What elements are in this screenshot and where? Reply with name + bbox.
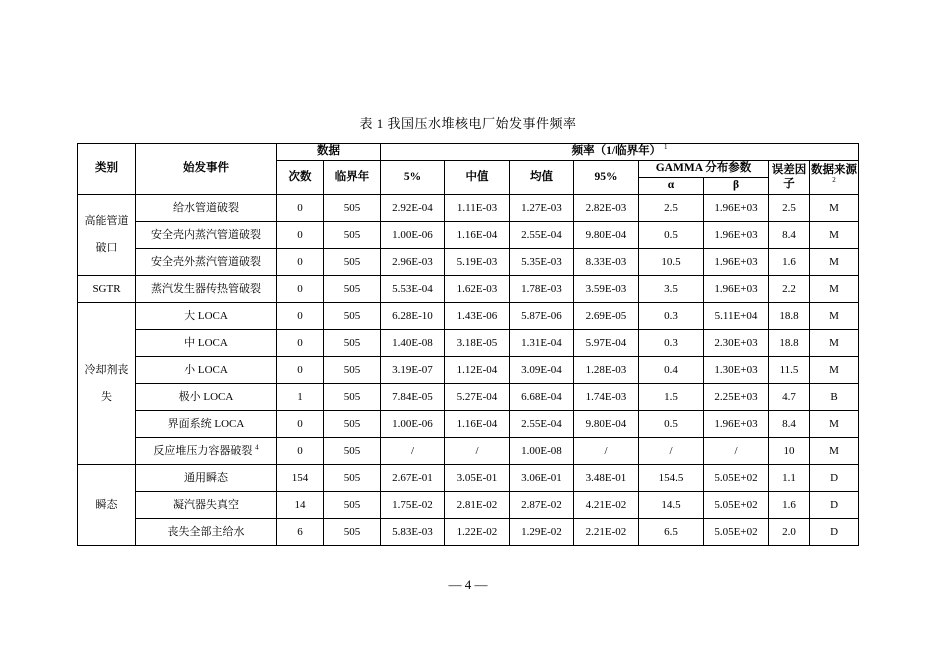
count-cell: 6 — [277, 519, 324, 546]
table-row — [78, 249, 859, 276]
alpha-cell: 1.5 — [639, 384, 704, 411]
event-cell — [136, 384, 277, 411]
count-cell: 0 — [277, 411, 324, 438]
header-frequency-note: 1 — [663, 143, 668, 152]
critical-years-cell: 505 — [324, 222, 381, 249]
event-label: 凝汽器失真空 — [173, 498, 239, 511]
alpha-cell: 0.5 — [639, 411, 704, 438]
beta-cell: 1.96E+03 — [704, 249, 769, 276]
error-factor-cell: 11.5 — [769, 357, 810, 384]
median-cell: 1.62E-03 — [445, 276, 510, 303]
mean-cell: 5.87E-06 — [510, 303, 574, 330]
event-label: 安全壳内蒸汽管道破裂 — [151, 228, 261, 241]
error-factor-cell: 18.8 — [769, 330, 810, 357]
alpha-cell: 10.5 — [639, 249, 704, 276]
source-cell: M — [810, 411, 859, 438]
p95-cell: 3.48E-01 — [574, 465, 639, 492]
alpha-cell: 6.5 — [639, 519, 704, 546]
table-body — [78, 195, 859, 546]
source-cell: M — [810, 303, 859, 330]
p95-cell: 1.74E-03 — [574, 384, 639, 411]
header-data: 数据 — [277, 144, 381, 161]
header-frequency — [381, 144, 859, 161]
event-label: 小 LOCA — [184, 363, 228, 376]
count-cell: 14 — [277, 492, 324, 519]
median-cell: 3.05E-01 — [445, 465, 510, 492]
table-row — [78, 492, 859, 519]
alpha-cell: 2.5 — [639, 195, 704, 222]
count-cell: 0 — [277, 357, 324, 384]
header-critical-years: 临界年 — [324, 161, 381, 195]
source-cell: M — [810, 357, 859, 384]
category-cell: 高能管道破口 — [78, 195, 136, 276]
alpha-cell: 14.5 — [639, 492, 704, 519]
source-cell: M — [810, 222, 859, 249]
p95-cell: 9.80E-04 — [574, 222, 639, 249]
count-cell: 0 — [277, 303, 324, 330]
event-label: 通用瞬态 — [184, 471, 228, 484]
p5-cell: 3.19E-07 — [381, 357, 445, 384]
mean-cell: 2.55E-04 — [510, 411, 574, 438]
p95-cell: 4.21E-02 — [574, 492, 639, 519]
header-source — [810, 161, 859, 195]
header-source-note: 2 — [832, 175, 836, 184]
alpha-cell: 0.3 — [639, 330, 704, 357]
beta-cell: 5.05E+02 — [704, 519, 769, 546]
critical-years-cell: 505 — [324, 384, 381, 411]
source-cell: M — [810, 438, 859, 465]
median-cell: 1.12E-04 — [445, 357, 510, 384]
event-label: 中 LOCA — [184, 336, 228, 349]
mean-cell: 1.31E-04 — [510, 330, 574, 357]
p5-cell: 2.67E-01 — [381, 465, 445, 492]
table-row — [78, 384, 859, 411]
p95-cell: 5.97E-04 — [574, 330, 639, 357]
p5-cell: 5.83E-03 — [381, 519, 445, 546]
source-cell: D — [810, 465, 859, 492]
error-factor-cell: 18.8 — [769, 303, 810, 330]
source-cell: M — [810, 330, 859, 357]
beta-cell: 5.11E+04 — [704, 303, 769, 330]
mean-cell: 2.87E-02 — [510, 492, 574, 519]
header-mean: 均值 — [510, 161, 574, 195]
p95-cell: / — [574, 438, 639, 465]
p95-cell: 1.28E-03 — [574, 357, 639, 384]
p5-cell: 1.40E-08 — [381, 330, 445, 357]
error-factor-cell: 2.2 — [769, 276, 810, 303]
critical-years-cell: 505 — [324, 411, 381, 438]
median-cell: 1.11E-03 — [445, 195, 510, 222]
alpha-cell: 0.5 — [639, 222, 704, 249]
median-cell: 5.19E-03 — [445, 249, 510, 276]
critical-years-cell: 505 — [324, 465, 381, 492]
header-source-label: 数据来源 — [811, 164, 858, 177]
p5-cell: 1.00E-06 — [381, 411, 445, 438]
count-cell: 0 — [277, 249, 324, 276]
p5-cell: 5.53E-04 — [381, 276, 445, 303]
p95-cell: 3.59E-03 — [574, 276, 639, 303]
table-row — [78, 222, 859, 249]
error-factor-cell: 2.5 — [769, 195, 810, 222]
mean-cell: 6.68E-04 — [510, 384, 574, 411]
p5-cell: 1.00E-06 — [381, 222, 445, 249]
alpha-cell: 0.4 — [639, 357, 704, 384]
alpha-cell: 0.3 — [639, 303, 704, 330]
median-cell: 3.18E-05 — [445, 330, 510, 357]
mean-cell: 2.55E-04 — [510, 222, 574, 249]
median-cell: / — [445, 438, 510, 465]
event-label: 极小 LOCA — [178, 390, 234, 403]
table-row — [78, 411, 859, 438]
critical-years-cell: 505 — [324, 438, 381, 465]
source-cell: M — [810, 249, 859, 276]
event-label: 界面系统 LOCA — [167, 417, 245, 430]
table-caption: 表 1 我国压水堆核电厂始发事件频率 — [359, 116, 577, 131]
header-error-factor: 误差因子 — [769, 161, 810, 195]
event-cell — [136, 276, 277, 303]
mean-cell: 1.27E-03 — [510, 195, 574, 222]
event-cell — [136, 330, 277, 357]
error-factor-cell: 1.1 — [769, 465, 810, 492]
mean-cell: 3.09E-04 — [510, 357, 574, 384]
p5-cell: 6.28E-10 — [381, 303, 445, 330]
critical-years-cell: 505 — [324, 249, 381, 276]
event-cell — [136, 357, 277, 384]
critical-years-cell: 505 — [324, 276, 381, 303]
header-beta: β — [704, 178, 769, 195]
event-cell — [136, 303, 277, 330]
mean-cell: 3.06E-01 — [510, 465, 574, 492]
header-frequency-label: 频率（1/临界年） — [571, 145, 662, 158]
count-cell: 0 — [277, 438, 324, 465]
p95-cell: 2.21E-02 — [574, 519, 639, 546]
header-category: 类别 — [78, 144, 136, 195]
initiating-event-frequency-table — [77, 143, 859, 546]
source-cell: B — [810, 384, 859, 411]
table-row — [78, 303, 859, 330]
beta-cell: 1.96E+03 — [704, 411, 769, 438]
count-cell: 154 — [277, 465, 324, 492]
error-factor-cell: 4.7 — [769, 384, 810, 411]
mean-cell: 1.00E-08 — [510, 438, 574, 465]
source-cell: D — [810, 492, 859, 519]
header-count: 次数 — [277, 161, 324, 195]
p5-cell: 2.92E-04 — [381, 195, 445, 222]
beta-cell: 1.30E+03 — [704, 357, 769, 384]
event-cell — [136, 465, 277, 492]
table-row — [78, 438, 859, 465]
beta-cell: 2.25E+03 — [704, 384, 769, 411]
mean-cell: 1.29E-02 — [510, 519, 574, 546]
event-label: 蒸汽发生器传热管破裂 — [151, 282, 261, 295]
event-cell — [136, 411, 277, 438]
p5-cell: / — [381, 438, 445, 465]
count-cell: 0 — [277, 330, 324, 357]
error-factor-cell: 8.4 — [769, 411, 810, 438]
event-label: 给水管道破裂 — [173, 201, 239, 214]
beta-cell: 5.05E+02 — [704, 492, 769, 519]
error-factor-cell: 2.0 — [769, 519, 810, 546]
event-cell — [136, 249, 277, 276]
category-cell: SGTR — [78, 276, 136, 303]
count-cell: 0 — [277, 276, 324, 303]
p95-cell: 2.69E-05 — [574, 303, 639, 330]
event-cell — [136, 519, 277, 546]
p95-cell: 9.80E-04 — [574, 411, 639, 438]
median-cell: 1.43E-06 — [445, 303, 510, 330]
median-cell: 1.22E-02 — [445, 519, 510, 546]
beta-cell: / — [704, 438, 769, 465]
table-row — [78, 357, 859, 384]
beta-cell: 5.05E+02 — [704, 465, 769, 492]
source-cell: D — [810, 519, 859, 546]
table-row — [78, 195, 859, 222]
beta-cell: 1.96E+03 — [704, 195, 769, 222]
table-row — [78, 465, 859, 492]
median-cell: 1.16E-04 — [445, 411, 510, 438]
source-cell: M — [810, 276, 859, 303]
table-row — [78, 276, 859, 303]
source-cell: M — [810, 195, 859, 222]
critical-years-cell: 505 — [324, 303, 381, 330]
median-cell: 5.27E-04 — [445, 384, 510, 411]
error-factor-cell: 8.4 — [769, 222, 810, 249]
median-cell: 2.81E-02 — [445, 492, 510, 519]
error-factor-cell: 1.6 — [769, 249, 810, 276]
beta-cell: 2.30E+03 — [704, 330, 769, 357]
event-cell — [136, 438, 277, 465]
p95-cell: 2.82E-03 — [574, 195, 639, 222]
event-label: 大 LOCA — [184, 309, 228, 322]
event-label: 反应堆压力容器破裂 — [153, 444, 253, 457]
p5-cell: 1.75E-02 — [381, 492, 445, 519]
header-p5: 5% — [381, 161, 445, 195]
critical-years-cell: 505 — [324, 492, 381, 519]
count-cell: 0 — [277, 195, 324, 222]
critical-years-cell: 505 — [324, 519, 381, 546]
header-median: 中值 — [445, 161, 510, 195]
category-cell: 冷却剂丧失 — [78, 303, 136, 465]
critical-years-cell: 505 — [324, 195, 381, 222]
event-cell — [136, 222, 277, 249]
count-cell: 0 — [277, 222, 324, 249]
category-cell: 瞬态 — [78, 465, 136, 546]
header-event: 始发事件 — [136, 144, 277, 195]
beta-cell: 1.96E+03 — [704, 222, 769, 249]
header-gamma: GAMMA 分布参数 — [639, 161, 769, 178]
table-row — [78, 519, 859, 546]
header-alpha: α — [639, 178, 704, 195]
page-number: — 4 — — [448, 577, 488, 592]
median-cell: 1.16E-04 — [445, 222, 510, 249]
error-factor-cell: 1.6 — [769, 492, 810, 519]
count-cell: 1 — [277, 384, 324, 411]
beta-cell: 1.96E+03 — [704, 276, 769, 303]
mean-cell: 5.35E-03 — [510, 249, 574, 276]
error-factor-cell: 10 — [769, 438, 810, 465]
event-cell — [136, 195, 277, 222]
alpha-cell: 3.5 — [639, 276, 704, 303]
p95-cell: 8.33E-03 — [574, 249, 639, 276]
mean-cell: 1.78E-03 — [510, 276, 574, 303]
event-cell — [136, 492, 277, 519]
event-footnote-mark: 4 — [255, 443, 259, 452]
p5-cell: 7.84E-05 — [381, 384, 445, 411]
header-p95: 95% — [574, 161, 639, 195]
table-row — [78, 330, 859, 357]
alpha-cell: 154.5 — [639, 465, 704, 492]
p5-cell: 2.96E-03 — [381, 249, 445, 276]
critical-years-cell: 505 — [324, 330, 381, 357]
critical-years-cell: 505 — [324, 357, 381, 384]
event-label: 丧失全部主给水 — [167, 525, 245, 538]
alpha-cell: / — [639, 438, 704, 465]
event-label: 安全壳外蒸汽管道破裂 — [151, 255, 261, 268]
